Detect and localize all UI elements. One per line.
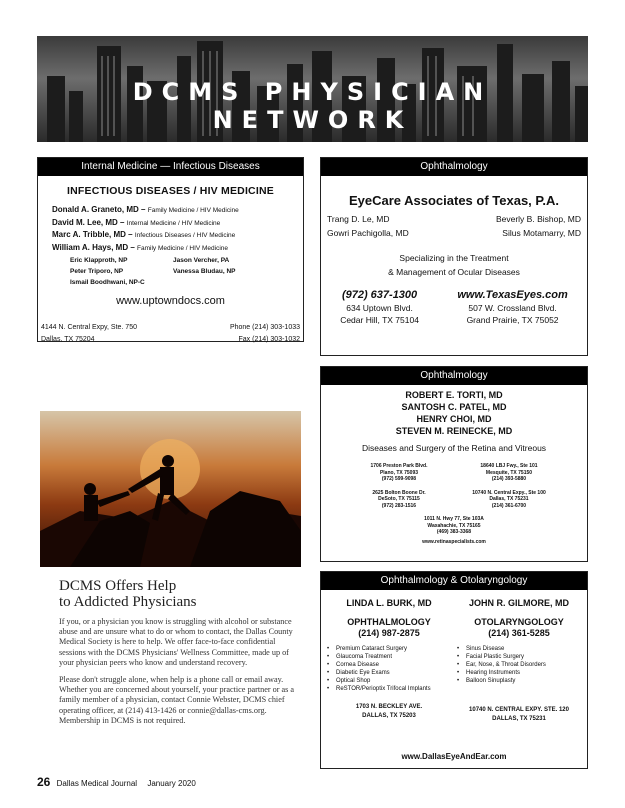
box-header: Ophthalmology: [321, 158, 587, 176]
list-item: • Balloon Sinuplasty: [457, 677, 581, 685]
address-line: 10740 N. CENTRAL EXPY. STE. 120: [469, 707, 569, 713]
location-block: 10740 N. Central Expy., Ste 100 Dallas, TX 75231 (214) 361-6700: [472, 489, 546, 509]
specialty-text: Specializing in the Treatment: [399, 253, 509, 263]
sunset-climbers-photo: [40, 411, 301, 567]
doctor-name: Trang D. Le, MD: [327, 214, 390, 224]
specialty-title: OTOLARYNGOLOGY: [474, 617, 564, 627]
doctor-name: SANTOSH C. PATEL, MD: [401, 402, 507, 412]
list-item: • Sinus Disease: [457, 645, 581, 653]
doctor-name: LINDA L. BURK, MD: [346, 598, 432, 608]
list-item: • Optical Shop: [327, 677, 451, 685]
phone-number: (214) 987-2875: [358, 628, 420, 638]
page-footer: [37, 775, 196, 789]
address-line: Cedar Hill, TX 75104: [340, 315, 419, 325]
address-line: DALLAS, TX 75231: [492, 716, 546, 722]
website-link[interactable]: www.uptowndocs.com: [116, 295, 225, 307]
services-list: [327, 645, 451, 693]
address-line: 634 Uptown Blvd.: [346, 303, 413, 313]
ad-paragraph: If you, or a physician you know is struggling with alcohol or substance abuse and are unsure what to do or whom to contact, the Dallas County Medical Society is here to help. We offer face-to-face confidential sessions with the DCMS Physicians' Wellness Committee, made up of your physician peers who know and understand recovery.: [59, 617, 293, 667]
list-item: • Facial Plastic Surgery: [457, 653, 581, 661]
address-line: Dallas, TX 75204: [41, 336, 95, 343]
practice-name: EyeCare Associates of Texas, P.A.: [348, 193, 560, 208]
dcms-help-ad: [37, 411, 304, 768]
doctor-entry: William A. Hays, MD – Family Medicine / HIV Medicine: [52, 242, 229, 252]
page-number: 26: [37, 775, 51, 789]
fax-number: Fax (214) 303-1032: [238, 336, 300, 343]
retina-listing: [320, 366, 588, 562]
phone-number: (214) 361-5285: [488, 628, 550, 638]
doctor-name: HENRY CHOI, MD: [416, 414, 492, 424]
box-header: Internal Medicine — Infectious Diseases: [38, 158, 303, 176]
infectious-disease-listing: [37, 157, 304, 342]
list-item: • Ear, Nose, & Throat Disorders: [457, 661, 581, 669]
list-item: • ReSTOR/Perioptix Trifocal Implants: [327, 685, 451, 693]
address-line: 507 W. Crossland Blvd.: [468, 303, 557, 313]
list-item: • Glaucoma Treatment: [327, 653, 451, 661]
doctor-name: Beverly B. Bishop, MD: [495, 214, 581, 224]
doctor-column: [457, 590, 581, 724]
doctor-name: ROBERT E. TORTI, MD: [405, 390, 503, 400]
specialty-text: & Management of Ocular Diseases: [388, 267, 520, 277]
address-line: Grand Prairie, TX 75052: [466, 315, 559, 325]
specialty-title: OPHTHALMOLOGY: [347, 617, 431, 627]
specialty-text: Diseases and Surgery of the Retina and Vitreous: [361, 443, 547, 453]
address-line: DALLAS, TX 75203: [362, 713, 416, 719]
location-block: 18640 LBJ Fwy., Ste 101 Mesquite, TX 75150 (214) 393-5880: [480, 463, 538, 482]
list-item: • Premium Cataract Surgery: [327, 645, 451, 653]
ad-body: [59, 617, 297, 733]
website-link[interactable]: www.DallasEyeAndEar.com: [401, 752, 507, 761]
journal-name: Dallas Medical Journal: [56, 779, 138, 788]
list-item: • Hearing Instruments: [457, 669, 581, 677]
np-row: Peter Triporo, NP Vanessa Bludau, NP: [70, 268, 236, 275]
doctor-name: Silus Motamarry, MD: [502, 228, 581, 238]
location-block: 1706 Preston Park Blvd. Plano, TX 75093 (972) 599-9098: [370, 463, 428, 482]
eye-ear-listing: [320, 571, 588, 769]
ad-title: DCMS Offers Help to Addicted Physicians: [59, 578, 197, 610]
np-row: Ismail Boodhwani, NP-C: [70, 279, 145, 286]
doctor-name: STEVEN M. REINECKE, MD: [395, 426, 513, 436]
website-link[interactable]: www.TexasEyes.com: [457, 289, 568, 301]
doctor-column: [327, 590, 451, 724]
list-item: • Diabetic Eye Exams: [327, 669, 451, 677]
doctor-entry: David M. Lee, MD – Internal Medicine / HIV Medicine: [52, 217, 221, 227]
website-link[interactable]: www.retinaspecialists.com: [422, 538, 486, 545]
ad-paragraph: Please don't struggle alone, when help is a phone call or email away. Whether you are concerned about yourself, your practice partner or as a family member of a physician, contact Connie Webster, DCMS chief operating officer, at (214) 413-1426 or connie@dallas-cms.org. Membership in DCMS is not required.: [59, 675, 295, 725]
climbers-silhouette-image: [40, 411, 301, 567]
location-block: 1011 N. Hwy 77, Ste 103A Waxahachie, TX 75165 (469) 383-3368: [424, 516, 484, 535]
eyecare-listing: [320, 157, 588, 356]
doctor-name: Gowri Pachigolla, MD: [327, 228, 409, 238]
doctor-name: JOHN R. GILMORE, MD: [468, 598, 569, 608]
address-line: 1703 N. BECKLEY AVE.: [355, 704, 423, 710]
doctor-entry: Donald A. Graneto, MD – Family Medicine / HIV Medicine: [52, 205, 239, 214]
listing-title: INFECTIOUS DISEASES / HIV MEDICINE: [67, 185, 274, 197]
box-header: Ophthalmology & Otolaryngology: [321, 572, 587, 590]
issue-date: January 2020: [147, 779, 196, 788]
phone-number: Phone (214) 303-1033: [229, 324, 300, 331]
address-line: 4144 N. Central Expy, Ste. 750: [41, 324, 137, 331]
box-header: Ophthalmology: [321, 367, 587, 385]
list-item: • Cornea Disease: [327, 661, 451, 669]
banner-title: DCMS PHYSICIAN NETWORK: [132, 78, 493, 134]
services-list: [457, 645, 581, 685]
location-block: 2625 Bolton Boone Dr. DeSoto, TX 75115 (972) 283-1516: [372, 489, 426, 509]
banner: [37, 36, 588, 142]
np-row: Eric Klapproth, NP Jason Vercher, PA: [70, 257, 230, 264]
phone-number: (972) 637-1300: [341, 289, 418, 301]
contact-footer: [41, 322, 300, 346]
doctor-entry: Marc A. Tribble, MD – Infectious Diseases / HIV Medicine: [52, 230, 236, 239]
